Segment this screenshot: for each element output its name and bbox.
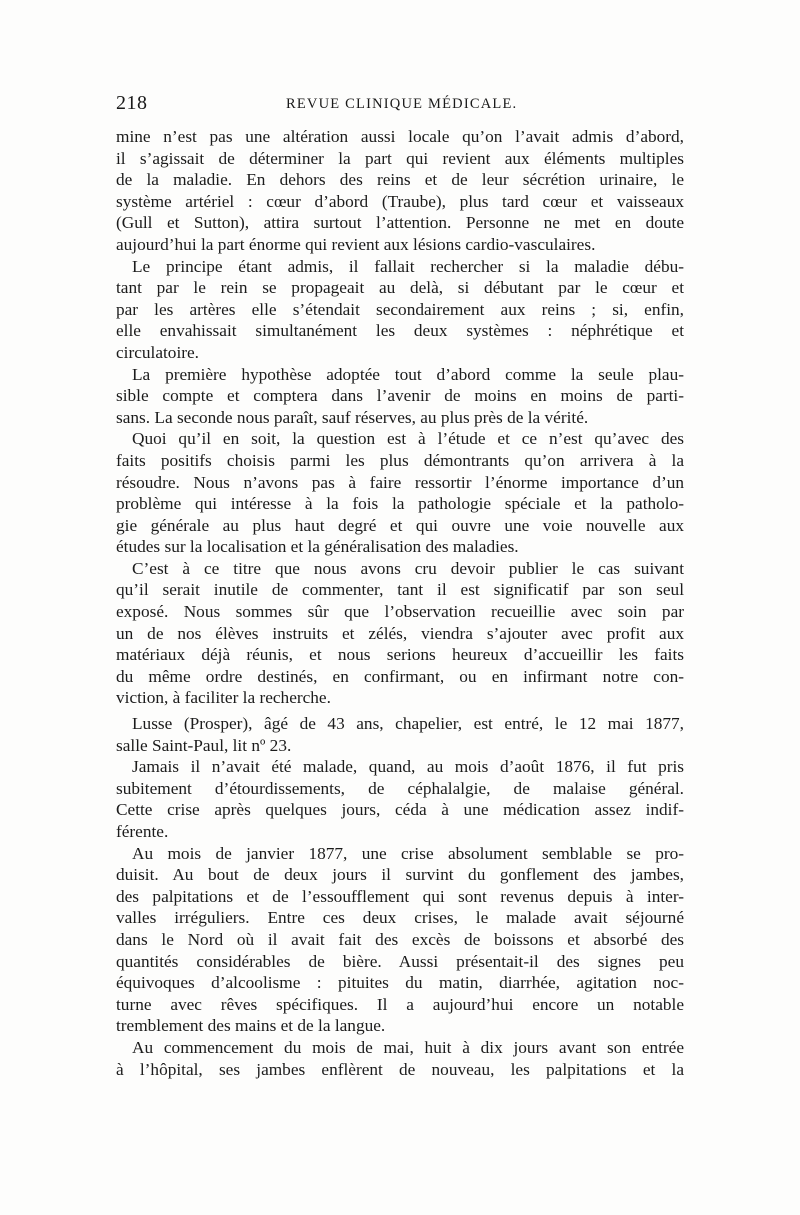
text-line: Lusse (Prosper), âgé de 43 ans, chapelier, est entré, le 12 mai 1877, [132,714,684,734]
paragraph [116,1037,684,1080]
text-line: faits positifs choisis parmi les plus démontrants qu’on arrivera à la [116,450,684,470]
paragraph [116,126,684,256]
text-line: de la maladie. En dehors des reins et de leur sécrétion urinaire, le [116,170,684,190]
text-line: Jamais il n’avait été malade, quand, au mois d’août 1876, il fut pris [132,757,684,777]
running-head [116,92,684,122]
text-line: C’est à ce titre que nous avons cru devoir publier le cas suivant [132,558,684,578]
text-line: études sur la localisation et la généralisation des maladies. [116,537,519,557]
text-line: matériaux déjà réunis, et nous serions heureux d’accueillir les faits [116,645,684,665]
paragraph [116,843,684,1037]
text-line: (Gull et Sutton), attira surtout l’attention. Personne ne met en doute [116,213,684,233]
text-line: circulatoire. [116,342,199,362]
text-line: aujourd’hui la part énorme qui revient aux lésions cardio-vasculaires. [116,234,596,254]
text-line: sible compte et comptera dans l’avenir de moins en moins de parti- [116,386,684,406]
text-line: salle Saint-Paul, lit nº 23. [116,735,292,755]
text-line: elle envahissait simultanément les deux systèmes : néphrétique et [116,321,684,341]
text-line: par les artères elle s’étendait secondairement aux reins ; si, enfin, [116,299,684,319]
text-line: qu’il serait inutile de commenter, tant il est significatif par son seul [116,580,684,600]
paragraph [116,428,684,558]
text-line: viction, à faciliter la recherche. [116,688,331,708]
text-line: des palpitations et de l’essoufflement qui sont revenus depuis à inter- [116,886,684,906]
text-line: exposé. Nous sommes sûr que l’observation recueillie avec soin par [116,602,684,622]
text-line: duisit. Au bout de deux jours il survint du gonflement des jambes, [116,865,684,885]
text-line: problème qui intéresse à la fois la pathologie spéciale et la patholo- [116,494,684,514]
paragraph [116,756,684,842]
text-line: mine n’est pas une altération aussi locale qu’on l’avait admis d’abord, [116,127,684,146]
body-text [116,126,684,1080]
text-line: sans. La seconde nous paraît, sauf réserves, au plus près de la vérité. [116,407,589,427]
text-line: résoudre. Nous n’avons pas à faire ressortir l’énorme importance d’un [116,472,684,492]
paragraph [116,558,684,709]
text-line: tremblement des mains et de la langue. [116,1016,386,1036]
text-line: système artériel : cœur d’abord (Traube), plus tard cœur et vaisseaux [116,191,684,211]
text-line: du même ordre destinés, en confirmant, ou en infirmant notre con- [116,666,684,686]
text-line: Le principe étant admis, il fallait rechercher si la maladie débu- [132,256,684,276]
paragraph [116,256,684,364]
text-line: subitement d’étourdissements, de céphalalgie, de malaise général. [116,778,684,798]
text-line: il s’agissait de déterminer la part qui revient aux éléments multiples [116,148,684,168]
text-line: Cette crise après quelques jours, céda à une médication assez indif- [116,800,684,820]
journal-title: REVUE CLINIQUE MÉDICALE. [286,96,518,112]
text-line: Quoi qu’il en soit, la question est à l’étude et ce n’est qu’avec des [132,429,684,449]
text-line: Au commencement du mois de mai, huit à dix jours avant son entrée [132,1037,684,1057]
paragraph [116,364,684,429]
text-line: tant par le rein se propageait au delà, si débutant par le cœur et [116,278,684,298]
paragraph [116,713,684,756]
text-line: gie générale au plus haut degré et qui ouvre une voie nouvelle aux [116,515,684,535]
text-line: dans le Nord où il avait fait des excès de boissons et absorbé des [116,929,684,949]
text-line: un de nos élèves instruits et zélés, viendra s’ajouter avec profit aux [116,623,684,643]
text-line: quantités considérables de bière. Aussi présentait-il des signes peu [116,951,684,971]
text-line: équivoques d’alcoolisme : pituites du matin, diarrhée, agitation noc- [116,973,684,993]
text-line: valles irréguliers. Entre ces deux crises, le malade avait séjourné [116,908,684,928]
text-line: férente. [116,822,169,841]
text-line: turne avec rêves spécifiques. Il a aujourd’hui encore un notable [116,994,684,1014]
text-line: Au mois de janvier 1877, une crise absolument semblable se pro- [132,843,684,863]
text-line: à l’hôpital, ses jambes enflèrent de nouveau, les palpitations et la [116,1059,684,1079]
page-number: 218 [116,92,148,114]
text-line: La première hypothèse adoptée tout d’abord comme la seule plau- [132,364,684,384]
